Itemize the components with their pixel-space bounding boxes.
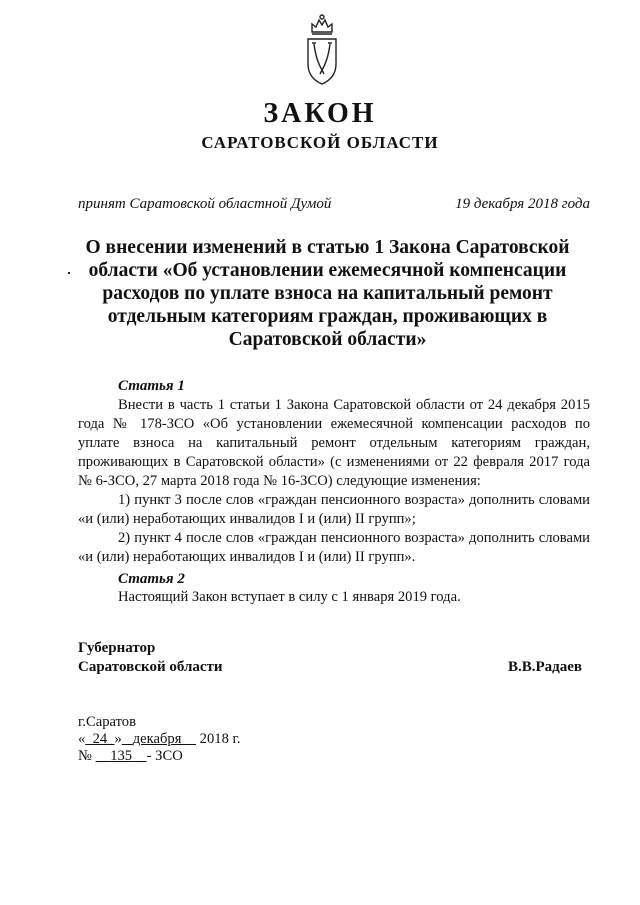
heading-line: Саратовской области» — [228, 329, 427, 350]
article-1-title: Статья 1 — [118, 378, 185, 394]
footer-city: г.Саратов — [78, 714, 136, 730]
number-prefix: № — [78, 748, 92, 764]
number-field — [96, 748, 147, 764]
coat-of-arms-emblem — [305, 12, 339, 86]
adopted-date: 19 декабря 2018 года — [455, 196, 590, 212]
law-title: ЗАКОН — [263, 98, 377, 129]
date-month-value: декабря — [132, 731, 182, 747]
heading-line: области «Об установлении ежемесячной компенсации — [88, 260, 567, 281]
scan-speck — [68, 272, 70, 274]
article-1-body — [78, 396, 590, 567]
article-1-item-1: 1) пункт 3 после слов «граждан пенсионного возраста» дополнить словами «и (или) неработающих инвалидов I и (или) II групп»; — [78, 492, 590, 527]
article-1-intro: Внести в часть 1 статьи 1 Закона Саратовской области от 24 декабря 2015 года № 178-ЗСО «Об установлении ежемесячной компенсации расходов по уплате взноса на капитальный ремонт отдельным категориям граждан, проживающих в Саратовской области» (с изменениями от 22 февраля 2017 года № 6-ЗСО, 27 марта 2018 года № 16-ЗСО) следующие изменения: — [78, 397, 590, 489]
article-1-item-2: 2) пункт 4 после слов «граждан пенсионного возраста» дополнить словами «и (или) неработающих инвалидов I и (или) II групп». — [78, 530, 590, 565]
number-value: 135 — [110, 748, 133, 764]
heading-line: О внесении изменений в статью 1 Закона Саратовской — [85, 237, 570, 258]
adoption-line — [78, 196, 590, 213]
article-2-body — [78, 588, 590, 607]
footer-date — [78, 731, 241, 748]
number-suffix: - ЗСО — [146, 748, 183, 764]
date-year: 2018 г. — [199, 731, 241, 747]
article-2-text: Настоящий Закон вступает в силу с 1 января 2019 года. — [118, 589, 461, 605]
date-open-quote: « — [78, 731, 86, 747]
date-month — [122, 731, 196, 747]
signatory-position-line-1: Губернатор — [78, 640, 156, 656]
signatory-position-line-2: Саратовской области — [78, 659, 223, 675]
footer-block — [78, 714, 241, 765]
law-subtitle: САРАТОВСКОЙ ОБЛАСТИ — [201, 133, 439, 152]
signatory-name: В.В.Радаев — [508, 659, 583, 675]
document-heading — [70, 236, 585, 351]
heading-line: расходов по уплате взноса на капитальный ремонт — [102, 283, 553, 304]
date-day — [85, 731, 114, 747]
article-2-title: Статья 2 — [118, 571, 185, 587]
date-close-quote: » — [114, 731, 122, 747]
heading-line: отдельным категориям граждан, проживающих в — [107, 306, 548, 327]
adopted-by: принят Саратовской областной Думой — [78, 196, 332, 212]
date-day-value: 24 — [92, 731, 108, 747]
footer-number — [78, 748, 241, 765]
